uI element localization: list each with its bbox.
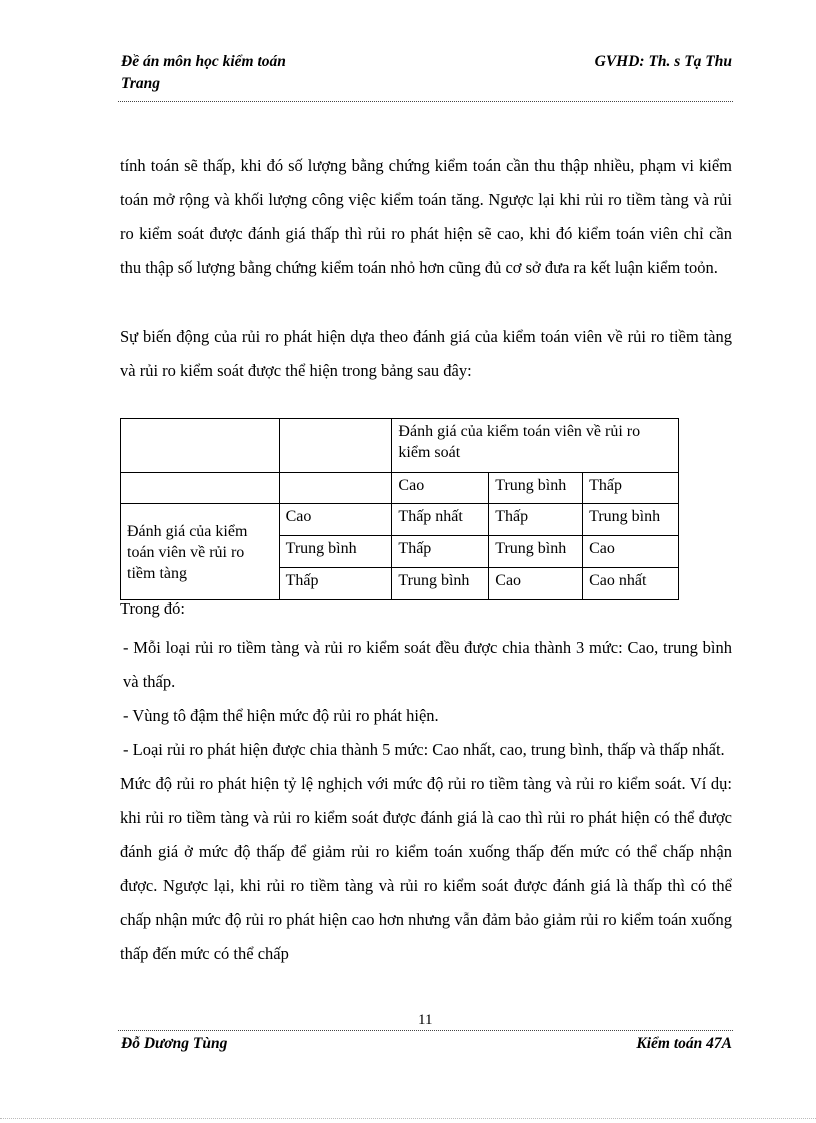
note-bullet-2: - Vùng tô đậm thể hiện mức độ rủi ro phát hiện.: [123, 706, 439, 725]
footer-class: Kiểm toán 47A: [636, 1035, 732, 1052]
notes-intro: Trong đó:: [120, 599, 185, 618]
inherent-level-low: Thấp: [279, 568, 392, 600]
table-cell: Thấp: [392, 536, 489, 568]
table-cell: Trung bình: [583, 504, 679, 536]
table-blank-cell-2: [279, 473, 392, 504]
table-cell: Thấp nhất: [392, 504, 489, 536]
header-divider: [118, 101, 733, 102]
control-risk-header: Đánh giá của kiểm toán viên về rủi ro kiểm soát: [392, 419, 679, 473]
page-edge: [0, 1118, 816, 1119]
table-empty-corner: [121, 419, 280, 473]
table-cell: Trung bình: [489, 536, 583, 568]
table-cell: Cao: [583, 536, 679, 568]
table-cell: Trung bình: [392, 568, 489, 600]
paragraph-2: [120, 320, 732, 388]
table-cell: Thấp: [489, 504, 583, 536]
header-supervisor: GVHD: Th. s Tạ Thu: [594, 53, 732, 70]
header-course-title: Đề án môn học kiểm toán: [121, 53, 286, 70]
header-left: [121, 51, 451, 95]
paragraph-1-text: tính toán sẽ thấp, khi đó số lượng bằng chứng kiểm toán cần thu thập nhiều, phạm vi kiểm toán mở rộng và khối lượng công việc kiểm toán tăng. Ngược lại khi rủi ro tiềm tàng và rủi ro kiểm soát được đánh giá thấp thì rủi ro phát hiện sẽ cao, khi đó kiểm toán viên chỉ cần thu thập số lượng bằng chứng kiểm toán nhỏ hơn cũng đủ cơ sở đưa ra kết luận kiểm toỏn.: [120, 156, 732, 277]
paragraph-2-text: Sự biến động của rủi ro phát hiện dựa theo đánh giá của kiểm toán viên về rủi ro tiềm tàng và rủi ro kiểm soát được thể hiện trong bảng sau đây:: [120, 327, 732, 380]
table-empty-corner-2: [279, 419, 392, 473]
risk-matrix-table: [120, 418, 679, 600]
control-level-high: Cao: [392, 473, 489, 504]
note-bullet-1: - Mỗi loại rủi ro tiềm tàng và rủi ro kiểm soát đều được chia thành 3 mức: Cao, trung bình và thấp.: [123, 638, 732, 691]
notes-section: [120, 597, 732, 971]
table-cell: Cao: [489, 568, 583, 600]
page-number: 11: [418, 1012, 433, 1028]
conclusion-paragraph: Mức độ rủi ro phát hiện tỷ lệ nghịch với mức độ rủi ro tiềm tàng và rủi ro kiểm soát. Ví dụ: khi rủi ro tiềm tàng và rủi ro kiểm soát được đánh giá là cao thì rủi ro phát hiện có thể được đánh giá ở mức độ thấp để giảm rủi ro kiểm toán xuống thấp đến mức có thể chấp nhận được. Ngược lại, khi rủi ro tiềm tàng và rủi ro kiểm soát được đánh giá là thấp thì có thể chấp nhận mức độ rủi ro phát hiện cao hơn nhưng vẫn đảm bảo giảm rủi ro kiểm toán xuống thấp đến mức có thể chấp: [120, 774, 732, 963]
footer-author: Đỗ Dương Tùng: [121, 1035, 228, 1052]
table-blank-cell: [121, 473, 280, 504]
paragraph-1: [120, 149, 732, 285]
table-cell: Cao nhất: [583, 568, 679, 600]
control-level-low: Thấp: [583, 473, 679, 504]
inherent-level-medium: Trung bình: [279, 536, 392, 568]
header-trang: Trang: [121, 75, 161, 92]
inherent-risk-header: Đánh giá của kiểm toán viên về rủi ro tiềm tàng: [121, 504, 280, 600]
control-level-medium: Trung bình: [489, 473, 583, 504]
note-bullet-3: - Loại rủi ro phát hiện được chia thành 5 mức: Cao nhất, cao, trung bình, thấp và thấp nhất.: [123, 740, 725, 759]
inherent-level-high: Cao: [279, 504, 392, 536]
footer-divider: [118, 1030, 733, 1031]
